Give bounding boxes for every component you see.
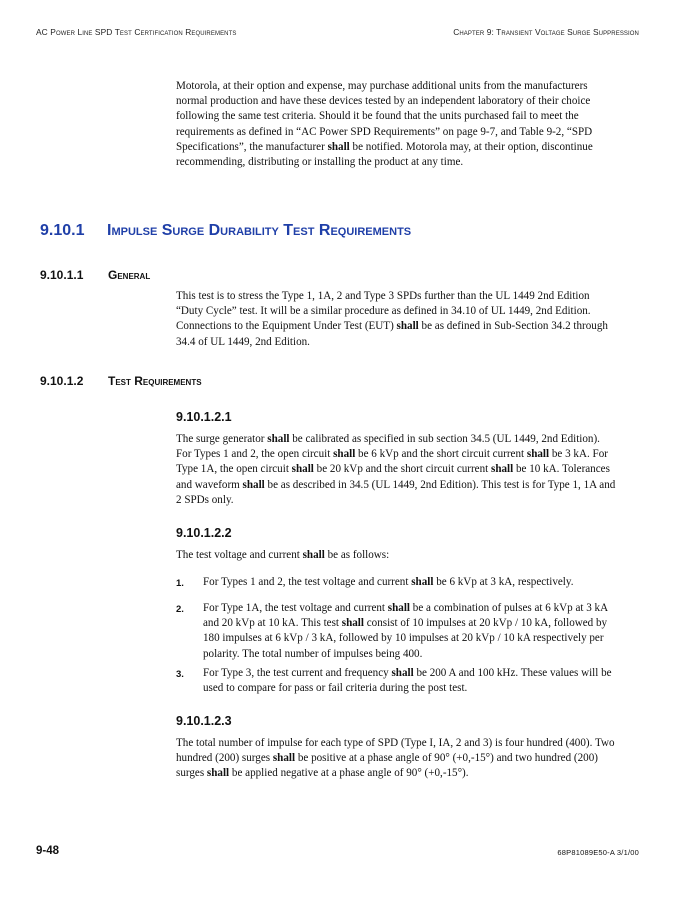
list-item-number: 1.: [176, 578, 184, 589]
list-item-number: 3.: [176, 669, 184, 680]
running-header-left: AC Power Line SPD Test Certification Requirements: [36, 27, 237, 37]
impulse-count-paragraph: The total number of impulse for each type of SPD (Type I, IA, 2 and 3) is four hundred (400). Two hundred (200) surges shall be positive at a phase angle of 90° (+0,-15°) and two hundred (200) surges shall be applied negative at a phase angle of 90° (+0,-15°).: [176, 737, 615, 780]
running-header-right: Chapter 9: Transient Voltage Surge Suppression: [453, 27, 639, 37]
heading-9-10-1-2-3: 9.10.1.2.3: [176, 714, 232, 728]
subsection-heading-test-requirements: 9.10.1.2 Test Requirements: [40, 374, 202, 388]
intro-paragraph: Motorola, at their option and expense, may purchase additional units from the manufacturers normal production and have these devices tested by an independent laboratory of their choice following the same test criteria. Should it be found that the units purchased fail to meet the requirements as defined in “AC Power SPD Requirements” on page 9-7, and Table 9-2, “SPD Specifications”, the manufacturer shall be notified. Motorola may, at their option, discontinue recommending, distributing or installing the product at any time.: [176, 80, 593, 169]
list-item: For Types 1 and 2, the test voltage and current shall be 6 kVp at 3 kA, respectively.: [203, 576, 574, 588]
heading-9-10-1-2-1: 9.10.1.2.1: [176, 410, 232, 424]
heading-9-10-1-2-2: 9.10.1.2.2: [176, 526, 232, 540]
general-paragraph: This test is to stress the Type 1, 1A, 2 and Type 3 SPDs further than the UL 1449 2nd Edition “Duty Cycle” test. It will be a similar procedure as defined in 34.10 of UL 1449, 2nd Edition. Connections to the Equipment Under Test (EUT) shall be as defined in Sub-Section 34.2 through 34.4 of UL 1449, 2nd Edition.: [176, 290, 608, 348]
list-item: For Type 1A, the test voltage and current shall be a combination of pulses at 6 kVp at 3 kA and 20 kVp at 10 kA. This test shall consist of 10 impulses at 20 kVp / 10 kA, followed by 180 impulses at 6 kVp / 3 kA, followed by 10 impulses at 20 kVp / 10 kA respectively per polarity. The total number of impulses being 400.: [203, 602, 608, 660]
list-item-number: 2.: [176, 604, 184, 615]
list-item: For Type 3, the test current and frequency shall be 200 A and 100 kHz. These values will be used to compare for pass or fail criteria during the post test.: [203, 667, 612, 695]
calibration-paragraph: The surge generator shall be calibrated as specified in sub section 34.5 (UL 1449, 2nd Edition). For Types 1 and 2, the open circuit shall be 6 kVp and the short circuit current shall be 3 kA. For Type 1A, the open circuit shall be 20 kVp and the short circuit current shall be 10 kA. Tolerances and waveform shall be as described in 34.5 (UL 1449, 2nd Edition). This test is for Type 1, 1A and 2 SPDs only.: [176, 433, 616, 506]
section-number: 9.10.1: [40, 222, 85, 239]
document-id: 68P81089E50-A 3/1/00: [557, 848, 639, 857]
page-number: 9-48: [36, 845, 60, 857]
section-heading: [40, 222, 411, 240]
subsection-heading-general: 9.10.1.1 General: [40, 268, 151, 282]
section-title: Impulse Surge Durability Test Requirements: [107, 222, 412, 239]
test-voltage-intro: The test voltage and current shall be as follows:: [176, 549, 390, 561]
